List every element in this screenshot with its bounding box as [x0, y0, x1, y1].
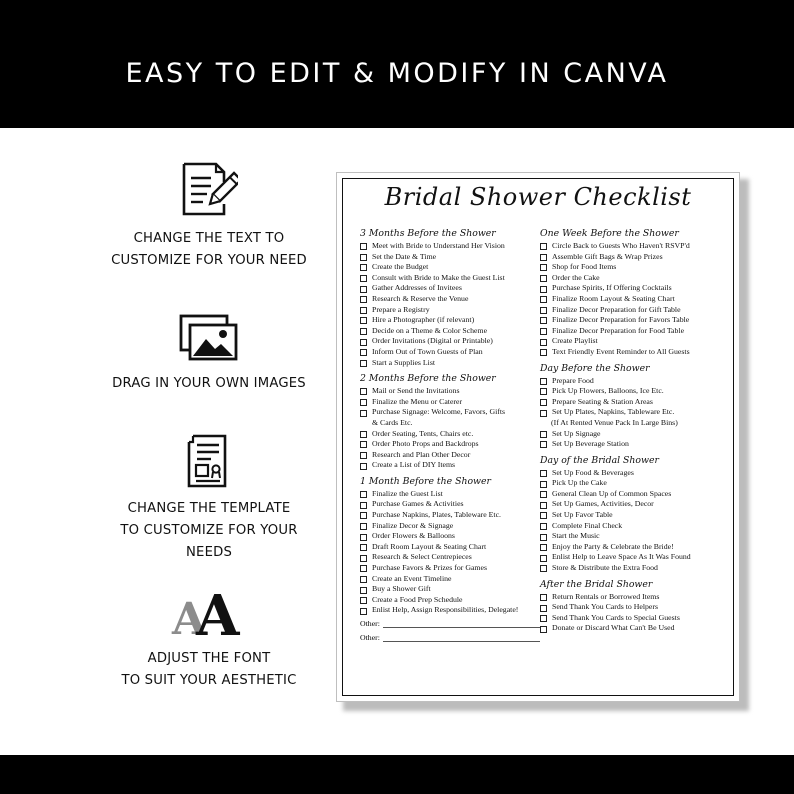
item-label: Set Up Beverage Station: [552, 439, 629, 449]
section-heading: 1 Month Before the Shower: [360, 475, 491, 487]
checkbox-icon[interactable]: [360, 307, 367, 314]
checklist-item: [360, 283, 540, 294]
checklist-item: [540, 273, 724, 284]
checklist-item: [540, 478, 724, 489]
checklist-item: [360, 584, 540, 595]
feature-caption: [100, 373, 318, 395]
checkbox-icon[interactable]: [540, 534, 547, 541]
item-label: (If At Rented Venue Pack In Large Bins): [551, 417, 678, 427]
checklist-item: [360, 595, 540, 606]
feature-change-template: [100, 432, 318, 564]
checkbox-icon[interactable]: [360, 328, 367, 335]
checklist-item: [540, 305, 724, 316]
item-label: Finalize the Guest List: [372, 488, 443, 498]
checklist-item: [360, 439, 540, 450]
bottom-banner: [0, 755, 794, 794]
item-label: Purchase Napkins, Plates, Tableware Etc.: [372, 510, 502, 520]
caption-line: CHANGE THE TEMPLATE: [127, 501, 291, 516]
feature-drag-images: [100, 307, 318, 395]
item-label: Research and Plan Other Decor: [372, 449, 471, 459]
checklist-left-column: [360, 227, 540, 644]
checkbox-icon[interactable]: [540, 328, 547, 335]
checklist-item: [360, 358, 540, 369]
item-label: Donate or Discard What Can't Be Used: [552, 623, 675, 633]
checkbox-icon[interactable]: [360, 286, 367, 293]
checklist-item: [540, 241, 724, 252]
item-label: Order Photo Props and Backdrops: [372, 439, 479, 449]
item-label: Set Up Games, Activities, Decor: [552, 499, 654, 509]
checklist-item: [360, 460, 540, 471]
checkbox-icon[interactable]: [360, 587, 367, 594]
checkbox-icon[interactable]: [540, 275, 547, 282]
checkbox-icon[interactable]: [540, 296, 547, 303]
item-label: Draft Room Layout & Seating Chart: [372, 541, 487, 551]
checklist-item: [540, 376, 724, 387]
item-label: Purchase Games & Activities: [372, 499, 464, 509]
item-label: Purchase Signage: Welcome, Favors, Gifts & Cards Etc.: [372, 407, 506, 427]
top-banner: [0, 0, 794, 128]
checkbox-icon[interactable]: [540, 254, 547, 261]
checkbox-icon[interactable]: [540, 264, 547, 271]
checkbox-icon[interactable]: [360, 608, 367, 615]
checkbox-icon[interactable]: [360, 339, 367, 346]
item-label: Enlist Help to Leave Space As It Was Found: [552, 552, 691, 562]
item-label: Assemble Gift Bags & Wrap Prizes: [552, 251, 663, 261]
item-label: Create an Event Timeline: [372, 573, 452, 583]
item-label: Meet with Bride to Understand Her Vision: [372, 241, 505, 250]
template-document-icon: [100, 432, 318, 488]
checklist-item: [360, 542, 540, 553]
checkbox-icon[interactable]: [360, 264, 367, 271]
checklist-preview: [336, 172, 740, 702]
item-label: Decide on a Theme & Color Scheme: [372, 325, 488, 335]
item-label: Circle Back to Guests Who Haven't RSVP'd: [552, 241, 690, 250]
checklist-item: [540, 531, 724, 542]
checklist-right-column: [540, 227, 724, 634]
checkbox-icon[interactable]: [540, 470, 547, 477]
item-label: Finalize Decor Preparation for Gift Table: [552, 304, 681, 314]
checkbox-icon[interactable]: [360, 544, 367, 551]
item-label: Start a Supplies List: [372, 357, 436, 367]
checklist-item: [360, 262, 540, 273]
checklist-item: [360, 489, 540, 500]
section-heading: Day of the Bridal Shower: [540, 454, 659, 466]
checklist-item: [360, 315, 540, 326]
checklist-item: [360, 450, 540, 461]
checkbox-icon[interactable]: [540, 502, 547, 509]
caption-line: TO SUIT YOUR AESTHETIC: [121, 673, 297, 688]
checkbox-icon[interactable]: [540, 555, 547, 562]
item-label: Order Flowers & Balloons: [372, 531, 455, 541]
checklist-item: [360, 499, 540, 510]
checkbox-icon[interactable]: [360, 275, 367, 282]
item-label: Pick Up the Cake: [552, 478, 607, 488]
item-label: Set Up Plates, Napkins, Tableware Etc.: [552, 407, 675, 417]
item-label: Prepare Food: [552, 375, 594, 385]
checklist-item: [540, 552, 724, 563]
checklist-item: [540, 294, 724, 305]
item-label: Finalize Decor & Signage: [372, 520, 454, 530]
checklist-item: [540, 336, 724, 347]
item-label: Create Playlist: [552, 336, 598, 346]
checklist-item: [540, 563, 724, 574]
checkbox-icon[interactable]: [540, 565, 547, 572]
item-label: Text Friendly Event Reminder to All Guests: [552, 346, 690, 356]
other-label: Other:: [360, 619, 380, 628]
checkbox-icon[interactable]: [540, 544, 547, 551]
checklist-item: [540, 397, 724, 408]
item-label: Set Up Signage: [552, 428, 601, 438]
item-label: Set Up Favor Table: [552, 510, 613, 520]
item-label: Buy a Shower Gift: [372, 584, 431, 594]
item-label: Order Invitations (Digital or Printable): [372, 336, 493, 346]
checklist-item: [540, 439, 724, 450]
checklist-item: [540, 283, 724, 294]
svg-text:A: A: [172, 594, 207, 638]
checkbox-icon[interactable]: [360, 576, 367, 583]
item-label: Mail or Send the Invitations: [372, 386, 460, 396]
checklist-item: [360, 294, 540, 305]
checklist-item: [360, 574, 540, 585]
checkbox-icon[interactable]: [540, 605, 547, 612]
checkbox-icon[interactable]: [540, 378, 547, 385]
item-label: Send Thank You Cards to Special Guests: [552, 612, 680, 622]
checkbox-icon[interactable]: [360, 534, 367, 541]
checklist-item: [360, 386, 540, 397]
item-label: Prepare a Registry: [372, 304, 430, 314]
item-label: Finalize Room Layout & Seating Chart: [552, 293, 675, 303]
item-label: Consult with Bride to Make the Guest List: [372, 272, 505, 282]
checkbox-icon[interactable]: [540, 431, 547, 438]
checkbox-icon[interactable]: [360, 243, 367, 250]
checklist-item: [540, 326, 724, 337]
feature-adjust-font: [100, 582, 318, 692]
item-label: Enjoy the Party & Celebrate the Bride!: [552, 541, 674, 551]
checklist-item: [540, 489, 724, 500]
checklist-item: [360, 605, 540, 616]
item-label: Start the Music: [552, 531, 600, 541]
checklist-item: [360, 397, 540, 408]
caption-line: CUSTOMIZE FOR YOUR NEED: [111, 253, 307, 268]
checklist-item: [360, 429, 540, 440]
item-label: Finalize Decor Preparation for Favors Table: [552, 315, 690, 325]
checkbox-icon[interactable]: [540, 615, 547, 622]
other-field[interactable]: [360, 618, 540, 630]
item-label: Hire a Photographer (if relevant): [372, 315, 475, 325]
item-label: Store & Distribute the Extra Food: [552, 563, 658, 573]
checkbox-icon[interactable]: [540, 512, 547, 519]
item-label: Enlist Help, Assign Responsibilities, Delegate!: [372, 605, 519, 615]
checkbox-icon[interactable]: [540, 243, 547, 250]
section-heading: Day Before the Shower: [540, 362, 650, 374]
item-label: Complete Final Check: [552, 520, 623, 530]
checkbox-icon[interactable]: [540, 626, 547, 633]
other-input-line[interactable]: [383, 618, 540, 628]
checklist-item: [360, 552, 540, 563]
item-label: Send Thank You Cards to Helpers: [552, 602, 658, 612]
font-icon: [100, 582, 318, 638]
checklist-item: [540, 602, 724, 613]
checkbox-icon[interactable]: [540, 339, 547, 346]
caption-line: CHANGE THE TEXT TO: [133, 231, 285, 246]
checkbox-icon[interactable]: [360, 360, 367, 367]
feature-change-text: [100, 162, 318, 272]
checklist-item: [540, 468, 724, 479]
feature-caption: [100, 648, 318, 692]
checkbox-icon[interactable]: [360, 388, 367, 395]
edit-document-icon: [100, 162, 318, 218]
checklist-item: [360, 407, 540, 428]
item-label: General Clean Up of Common Spaces: [552, 488, 672, 498]
checklist-item: [540, 510, 724, 521]
checkbox-icon[interactable]: [540, 594, 547, 601]
checklist-item: [540, 315, 724, 326]
checklist-item: [540, 623, 724, 634]
caption-line: TO CUSTOMIZE FOR YOUR NEEDS: [120, 523, 298, 560]
checkbox-icon[interactable]: [360, 410, 367, 417]
checklist-item: [540, 252, 724, 263]
item-label: Finalize the Menu or Caterer: [372, 396, 463, 406]
checkbox-icon[interactable]: [540, 491, 547, 498]
item-label: Create the Budget: [372, 262, 429, 272]
checklist-item: [540, 499, 724, 510]
section-heading: After the Bridal Shower: [540, 578, 653, 590]
other-label: Other:: [360, 633, 380, 642]
caption-line: DRAG IN YOUR OWN IMAGES: [112, 376, 306, 391]
checklist-item: [360, 273, 540, 284]
checkbox-icon[interactable]: [360, 512, 367, 519]
checklist-item: [540, 429, 724, 440]
checkbox-icon[interactable]: [540, 441, 547, 448]
item-label: Research & Reserve the Venue: [372, 293, 469, 303]
checklist-item: [540, 386, 724, 397]
section-heading: 2 Months Before the Shower: [360, 373, 496, 385]
item-label: Purchase Favors & Prizes for Games: [372, 563, 487, 573]
checklist-item: [360, 241, 540, 252]
section-heading: One Week Before the Shower: [540, 228, 679, 239]
checklist-item: [360, 305, 540, 316]
checklist-item: [360, 510, 540, 521]
item-label: Set the Date & Time: [372, 251, 437, 261]
checkbox-icon[interactable]: [360, 491, 367, 498]
checkbox-icon[interactable]: [360, 254, 367, 261]
checkbox-icon[interactable]: [360, 349, 367, 356]
other-input-line[interactable]: [383, 632, 540, 642]
item-label: Gather Addresses of Invitees: [372, 283, 462, 293]
checklist-item: [540, 262, 724, 273]
checklist-item: [540, 347, 724, 358]
other-field[interactable]: [360, 632, 540, 644]
checkbox-icon[interactable]: [360, 463, 367, 470]
checklist-item: [360, 326, 540, 337]
checklist-item: [360, 521, 540, 532]
feature-caption: [100, 228, 318, 272]
item-label: Pick Up Flowers, Balloons, Ice Etc.: [552, 386, 664, 396]
item-label: Prepare Seating & Station Areas: [552, 396, 653, 406]
checkbox-icon[interactable]: [540, 523, 547, 530]
checkbox-icon[interactable]: [360, 441, 367, 448]
checklist-title: Bridal Shower Checklist: [384, 183, 692, 211]
checklist-item-continuation: [540, 418, 724, 429]
item-label: Inform Out of Town Guests of Plan: [372, 346, 483, 356]
checklist-item: [360, 252, 540, 263]
item-label: Return Rentals or Borrowed Items: [552, 591, 660, 601]
checklist-item: [360, 563, 540, 574]
checkbox-icon[interactable]: [540, 307, 547, 314]
checkbox-icon[interactable]: [360, 502, 367, 509]
checkbox-icon[interactable]: [360, 452, 367, 459]
checkbox-icon[interactable]: [540, 286, 547, 293]
item-label: Finalize Decor Preparation for Food Table: [552, 325, 685, 335]
checklist-item: [540, 542, 724, 553]
item-label: Shop for Food Items: [552, 262, 617, 272]
checklist-item: [360, 336, 540, 347]
section-heading: 3 Months Before the Shower: [360, 228, 496, 239]
checklist-item: [540, 592, 724, 603]
feature-caption: [100, 498, 318, 564]
item-label: Order Seating, Tents, Chairs etc.: [372, 428, 474, 438]
checkbox-icon[interactable]: [540, 317, 547, 324]
item-label: Purchase Spirits, If Offering Cocktails: [552, 283, 672, 293]
item-label: Set Up Food & Beverages: [552, 467, 634, 477]
checkbox-icon[interactable]: [540, 349, 547, 356]
caption-line: ADJUST THE FONT: [147, 651, 271, 666]
checkbox-icon[interactable]: [540, 481, 547, 488]
checkbox-icon[interactable]: [540, 388, 547, 395]
item-label: Order the Cake: [552, 272, 600, 282]
checklist-item: [540, 613, 724, 624]
checklist-item: [540, 407, 724, 418]
checkbox-icon[interactable]: [360, 399, 367, 406]
checkbox-icon[interactable]: [540, 399, 547, 406]
checkbox-icon[interactable]: [540, 410, 547, 417]
image-gallery-icon: [100, 307, 318, 363]
checkbox-icon[interactable]: [360, 296, 367, 303]
checkbox-icon[interactable]: [360, 431, 367, 438]
checkbox-icon[interactable]: [360, 555, 367, 562]
checklist-item: [360, 531, 540, 542]
checkbox-icon[interactable]: [360, 597, 367, 604]
item-label: Create a List of DIY Items: [372, 460, 456, 470]
checkbox-icon[interactable]: [360, 523, 367, 530]
item-label: Create a Food Prep Schedule: [372, 594, 463, 604]
banner-title: EASY TO EDIT & MODIFY IN CANVA: [125, 58, 669, 89]
svg-text:A: A: [196, 583, 240, 638]
checklist-item: [540, 521, 724, 532]
checkbox-icon[interactable]: [360, 317, 367, 324]
item-label: Research & Select Centrepieces: [372, 552, 472, 562]
checkbox-icon[interactable]: [360, 565, 367, 572]
checklist-item: [360, 347, 540, 358]
